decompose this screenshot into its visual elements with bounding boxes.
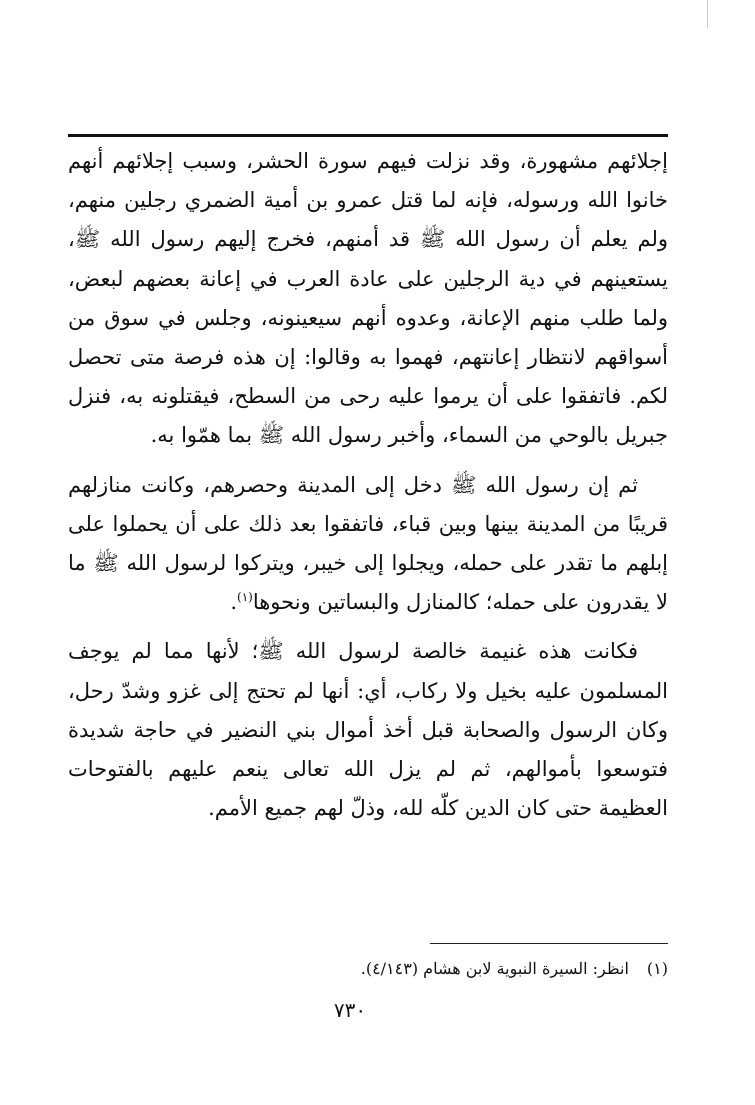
crop-mark bbox=[707, 0, 708, 28]
main-text bbox=[68, 142, 668, 828]
footnote-rule bbox=[430, 943, 668, 944]
footnote-text: انظر: السيرة النبوية لابن هشام (٤/١٤٣). bbox=[360, 959, 629, 978]
paragraph-3: فكانت هذه غنيمة خالصة لرسول الله ﷺ؛ لأنها مما لم يوجف المسلمون عليه بخيل ولا ركاب، أي: أنها لم تحتج إلى غزو وشدّ رحل، وكان الرسول والصحابة قبل أخذ أموال بني النضير في حاجة شديدة فتوسعوا بأموالهم، ثم لم يزل الله تعالى ينعم عليهم بالفتوحات العظيمة حتى كان الدين كلّه لله، وذلّ لهم جميع الأمم. bbox=[68, 639, 668, 821]
page-number: ٧٣٠ bbox=[333, 998, 367, 1022]
header-rule bbox=[68, 134, 668, 137]
paragraph-2-end: . bbox=[230, 590, 237, 615]
footnote bbox=[68, 955, 668, 983]
paragraph-1: إجلائهم مشهورة، وقد نزلت فيهم سورة الحشر، وسبب إجلائهم أنهم خانوا الله ورسوله، فإنه لما قتل عمرو بن أمية الضمري رجلين منهم، ولم يعلم أن رسول الله ﷺ قد أمنهم، فخرج إليهم رسول الله ﷺ، يستعينهم في دية الرجلين على عادة العرب في إعانة بعضهم لبعض، ولما طلب منهم الإعانة، وعدوه أنهم سيعينونه، وجلس في سوق من أسواقهم لانتظار إعانتهم، فهموا به وقالوا: إن هذه فرصة متى تحصل لكم. فاتفقوا على أن يرموا عليه رحى من السطح، فيقتلونه به، فنزل جبريل بالوحي من السماء، وأخبر رسول الله ﷺ بما همّوا به. bbox=[68, 149, 668, 448]
paragraph-2-text: ثم إن رسول الله ﷺ دخل إلى المدينة وحصرهم، وكانت منازلهم قريبًا من المدينة بينها وبين قباء، فاتفقوا بعد ذلك على أن يحملوا على إبلهم ما تقدر على حمله، ويجلوا إلى خيبر، ويتركوا لرسول الله ﷺ ما لا يقدرون على حمله؛ كالمنازل والبساتين ونحوها bbox=[68, 472, 668, 615]
footnote-marker[interactable]: (١) bbox=[237, 590, 253, 605]
footnote-number: (١) bbox=[646, 959, 668, 978]
paragraph-2 bbox=[68, 466, 668, 623]
